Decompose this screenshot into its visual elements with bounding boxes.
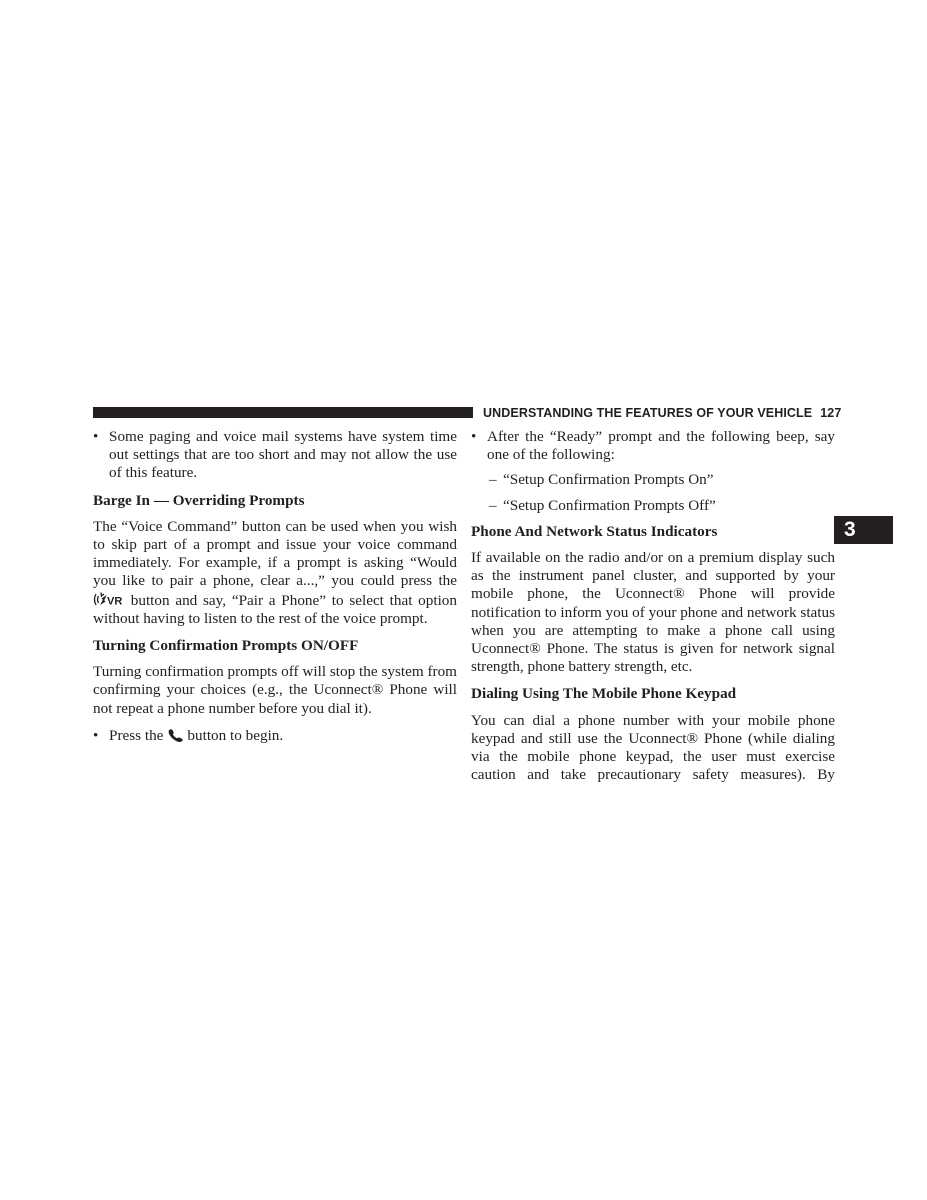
heading-confirmation-prompts: Turning Confirmation Prompts ON/OFF: [93, 637, 359, 655]
confirmation-paragraph: Turning confirmation prompts off will stop the system from confirming your choices (e.g., the Uconnect® Phone will not repeat a phone number before you dial it).: [93, 663, 457, 717]
header-rule: [93, 407, 473, 418]
bullet-item: [93, 727, 457, 745]
bullet-item: [471, 428, 835, 464]
section-title: UNDERSTANDING THE FEATURES OF YOUR VEHICLE: [483, 406, 813, 420]
bullet-text: Press the: [109, 726, 164, 744]
heading-status-indicators: Phone And Network Status Indicators: [471, 522, 718, 540]
bullet-text: Some paging and voice mail systems have system time out settings that are too short and may not allow the use of this feature.: [109, 428, 457, 482]
dash-mark: –: [489, 471, 497, 489]
bullet-text: After the “Ready” prompt and the following beep, say one of the following:: [487, 428, 835, 464]
bullet-text: button to begin.: [187, 726, 284, 744]
dash-text: “Setup Confirmation Prompts Off”: [503, 496, 716, 514]
dash-item: [471, 471, 835, 489]
page-number: 127: [820, 406, 842, 420]
paragraph-text: The “Voice Command” button can be used when you wish to skip part of a prompt and issue your voice command immediately. For example, if a prompt is asking “Would you like to pair a phone, clear a...,” you could press the: [93, 517, 457, 590]
heading-dialing-keypad: Dialing Using The Mobile Phone Keypad: [471, 685, 737, 703]
left-column: [93, 428, 457, 745]
voice-command-icon: [93, 591, 125, 608]
svg-text:VR: VR: [107, 595, 123, 608]
bullet-dot: •: [471, 428, 477, 445]
paragraph-text: button and say, “Pair a Phone” to select that option without having to listen to the rest of the voice prompt.: [93, 591, 457, 627]
status-paragraph: If available on the radio and/or on a premium display such as the instrument panel cluster, and supported by your mobile phone, the Uconnect® Phone will provide notification to inform you of your phone and network status when you are attempting to make a phone call using Uconnect® Phone. The status is given for network signal strength, phone battery strength, etc.: [471, 549, 836, 676]
bullet-dot: •: [93, 726, 99, 744]
barge-in-paragraph: [93, 518, 457, 628]
dash-text: “Setup Confirmation Prompts On”: [503, 471, 714, 489]
dash-mark: –: [489, 496, 497, 514]
dash-item: [471, 497, 835, 515]
running-header: [483, 405, 842, 421]
heading-barge-in: Barge In — Overriding Prompts: [93, 491, 305, 509]
right-column: [471, 428, 835, 784]
bullet-dot: •: [93, 428, 99, 445]
chapter-tab: 3: [834, 516, 893, 544]
dialing-paragraph: You can dial a phone number with your mobile phone keypad and still use the Uconnect® Phone (while dialing via the mobile phone keypad, the user must exercise caution and take precautionary safety measures). By: [471, 711, 835, 784]
bullet-item: [93, 428, 457, 483]
phone-icon: [167, 728, 185, 742]
